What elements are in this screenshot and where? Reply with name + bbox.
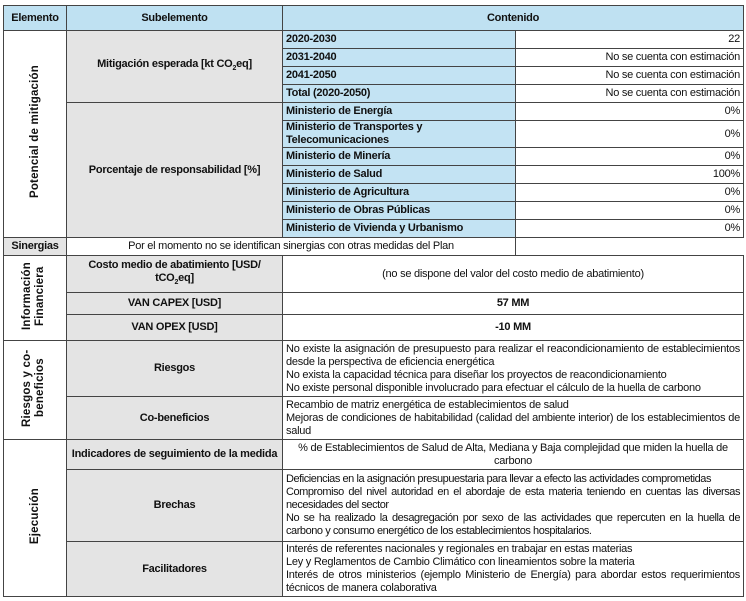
ministerio-value: 0%: [516, 148, 744, 166]
responsabilidad-row: [4, 103, 744, 121]
financiera-cell: [4, 256, 67, 341]
period-label: 2020-2030: [283, 31, 516, 49]
facilitador-line: Ley y Reglamentos de Cambio Climático con lineamientos sobre la materia: [286, 556, 635, 568]
brecha-line: Compromiso del nivel autoridad en el abordaje de esta materia teniendo en cuentas las diversas necesidades del sector: [286, 486, 741, 511]
cobeneficios-value: [283, 397, 744, 440]
riesgos-cell: [4, 341, 67, 440]
period-label: 2041-2050: [283, 67, 516, 85]
capex-label: VAN CAPEX [USD]: [67, 293, 283, 314]
mitigacion-label-post: eq]: [236, 57, 252, 70]
ministerio-value: 0%: [516, 202, 744, 220]
mitigacion-label-sub: 2: [232, 65, 237, 73]
ministerio-value: 0%: [516, 184, 744, 202]
header-contenido: Contenido: [283, 6, 744, 31]
period-value: No se cuenta con estimación: [516, 85, 744, 103]
riesgo-line: No existe la asignación de presupuesto para realizar el reacondicionamiento de establecimientos desde la perspectiva de eficiencia energética: [286, 342, 741, 368]
ministerio-value: 0%: [516, 220, 744, 238]
riesgos-value: [283, 341, 744, 397]
ministerio-label: Ministerio de Transportes y Telecomunicaciones: [283, 121, 516, 148]
sinergias-label: Sinergias: [4, 238, 67, 256]
costo-label: [67, 256, 283, 293]
header-row: [4, 6, 744, 31]
costo-value: (no se dispone del valor del costo medio de abatimiento): [283, 256, 744, 293]
brechas-label: Brechas: [67, 470, 283, 542]
riesgos-section-label: Riesgos y co-beneficios: [21, 349, 46, 427]
brechas-value: [283, 470, 744, 542]
facilitador-line: Interés de otros ministerios (ejemplo Ministerio de Energía) para abordar estos requerimientos técnicos de manera colaborativa: [286, 569, 741, 594]
ministerio-label: Ministerio de Vivienda y Urbanismo: [283, 220, 516, 238]
mitigacion-row: [4, 31, 744, 49]
opex-label: VAN OPEX [USD]: [67, 314, 283, 340]
indicadores-row: [4, 440, 744, 470]
cobeneficios-label: Co-beneficios: [67, 397, 283, 440]
period-label: 2031-2040: [283, 49, 516, 67]
potencial-cell: [4, 31, 67, 238]
period-label: Total (2020-2050): [283, 85, 516, 103]
riesgos-label: Riesgos: [67, 341, 283, 397]
facilitadores-row: [4, 542, 744, 597]
ministerio-value: 100%: [516, 166, 744, 184]
period-value: 22: [516, 31, 744, 49]
ministerio-value: 0%: [516, 103, 744, 121]
brecha-line: No se ha realizado la desagregación por sexo de las actividades que repercuten en la huella de carbono y consumo energético de los establecimientos hospitalarios.: [286, 512, 741, 537]
facilitadores-label: Facilitadores: [67, 542, 283, 597]
period-value: No se cuenta con estimación: [516, 67, 744, 85]
capex-row: [4, 293, 744, 314]
ministerio-label: Ministerio de Agricultura: [283, 184, 516, 202]
facilitadores-value: [283, 542, 744, 597]
facilitador-line: Interés de referentes nacionales y regionales en trabajar en estas materias: [286, 543, 633, 555]
potencial-label: Potencial de mitigación: [28, 65, 41, 199]
potencial-section: [4, 31, 744, 238]
indicadores-label: Indicadores de seguimiento de la medida: [67, 440, 283, 470]
opex-row: [4, 314, 744, 340]
opex-value: -10 MM: [283, 314, 744, 340]
cobeneficio-line: Mejoras de condiciones de habitabilidad (calidad del ambiente interior) de los establecimientos de salud: [286, 411, 741, 437]
header-elemento: Elemento: [4, 6, 67, 31]
ministerio-label: Ministerio de Salud: [283, 166, 516, 184]
ejecucion-cell: [4, 440, 67, 597]
ministerio-label: Ministerio de Minería: [283, 148, 516, 166]
costo-label-text: Costo medio de abatimiento [USD/ tCO: [88, 259, 261, 285]
brecha-line: Deficiencias en la asignación presupuestaria para llevar a efecto las actividades comprometidas: [286, 473, 712, 485]
riesgo-line: No existe personal disponible involucrado para efectuar el cálculo de la huella de carbono: [286, 381, 701, 394]
mitigacion-label: [67, 31, 283, 103]
ministerio-value: 0%: [516, 121, 744, 148]
riesgo-line: No exista la capacidad técnica para diseñar los proyectos de reacondicionamiento: [286, 368, 667, 381]
responsabilidad-label: Porcentaje de responsabilidad [%]: [67, 103, 283, 238]
costo-row: [4, 256, 744, 293]
mitigacion-label-text: Mitigación esperada [kt CO: [97, 57, 233, 70]
financiera-label: Información Financiera: [21, 262, 46, 331]
indicadores-value: % de Establecimientos de Salud de Alta, Mediana y Baja complejidad que miden la huella de carbono: [283, 440, 744, 470]
capex-value: 57 MM: [283, 293, 744, 314]
sinergias-row: [4, 238, 744, 256]
measure-table: [3, 5, 744, 597]
riesgos-row: [4, 341, 744, 397]
ministerio-label: Ministerio de Energía: [283, 103, 516, 121]
header-subelemento: Subelemento: [67, 6, 283, 31]
brechas-row: [4, 470, 744, 542]
costo-label-post: eq]: [178, 272, 194, 285]
period-value: No se cuenta con estimación: [516, 49, 744, 67]
cobeneficio-line: Recambio de matriz energética de establecimientos de salud: [286, 398, 569, 411]
costo-label-sub: 2: [174, 279, 179, 287]
cobeneficios-row: [4, 397, 744, 440]
ejecucion-label: Ejecución: [28, 487, 41, 545]
sinergias-value: Por el momento no se identifican sinergias con otras medidas del Plan: [67, 238, 516, 256]
ministerio-label: Ministerio de Obras Públicas: [283, 202, 516, 220]
